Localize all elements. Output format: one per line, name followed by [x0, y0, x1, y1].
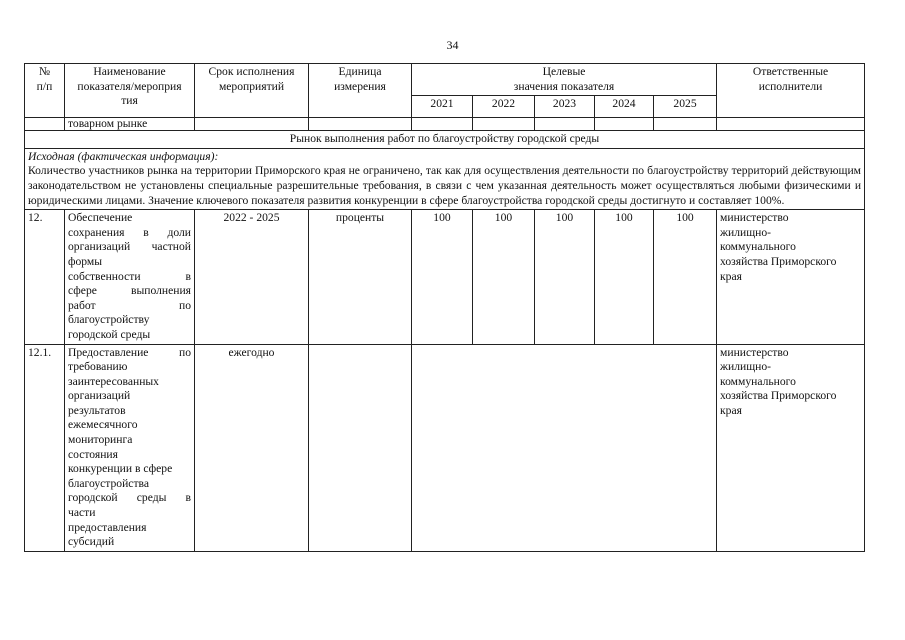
continuation-row	[25, 118, 865, 131]
indicators-table	[24, 63, 865, 552]
header-unit: Единица измерения	[309, 64, 412, 118]
section-note-row	[25, 148, 865, 209]
continuation-value	[654, 118, 717, 131]
row-values-merged	[412, 344, 717, 551]
continuation-unit	[309, 118, 412, 131]
continuation-value	[595, 118, 654, 131]
header-responsible: Ответственные исполнители	[717, 64, 865, 118]
row-term: ежегодно	[195, 344, 309, 551]
row-responsible: министерство жилищно- коммунального хозяйства Приморского края	[717, 210, 865, 344]
row-name: Обеспечение сохранения в доли организаций частной формы собственности в сфере выполнения работ по благоустройству городской среды	[65, 210, 195, 344]
row-value-2025: 100	[654, 210, 717, 344]
row-responsible: министерство жилищно- коммунального хозяйства Приморского края	[717, 344, 865, 551]
continuation-term	[195, 118, 309, 131]
year-cell: 2023	[535, 96, 595, 118]
section-note	[25, 148, 865, 209]
row-unit	[309, 344, 412, 551]
header-row	[25, 64, 865, 96]
row-number: 12.	[25, 210, 65, 344]
row-value-2023: 100	[535, 210, 595, 344]
continuation-value	[473, 118, 535, 131]
note-text: Количество участников рынка на территории Приморского края не ограничено, так как для осуществления деятельности по благоустройству территорий действующим законодательством не установлены специальные разрешительные требования, в связи с чем указанная деятельность может осуществляться любыми физическими и юридическими лицами. Значение ключевого показателя развития конкуренции в сфере благоустройства городской среды достигнуто и составляет 100%.	[28, 164, 862, 207]
year-cell: 2022	[473, 96, 535, 118]
row-value-2022: 100	[473, 210, 535, 344]
year-cell: 2025	[654, 96, 717, 118]
continuation-name: товарном рынке	[65, 118, 195, 131]
header-number: № п/п	[25, 64, 65, 118]
note-title: Исходная (фактическая информация):	[28, 149, 219, 163]
row-number: 12.1.	[25, 344, 65, 551]
section-title-row	[25, 131, 865, 149]
continuation-number	[25, 118, 65, 131]
section-title: Рынок выполнения работ по благоустройству городской среды	[25, 131, 865, 149]
row-unit: проценты	[309, 210, 412, 344]
row-name: Предоставление по требованию заинтересованных организаций результатов ежемесячного мониторинга состояния конкуренции в сфере благоустройства городской среды в части предоставления субсидий	[65, 344, 195, 551]
table-row	[25, 344, 865, 551]
row-value-2021: 100	[412, 210, 473, 344]
year-cell: 2024	[595, 96, 654, 118]
header-targets: Целевые значения показателя	[412, 64, 717, 96]
continuation-value	[535, 118, 595, 131]
continuation-value	[412, 118, 473, 131]
table-row	[25, 210, 865, 344]
row-term: 2022 - 2025	[195, 210, 309, 344]
header-name: Наименование показателя/мероприя тия	[65, 64, 195, 118]
row-value-2024: 100	[595, 210, 654, 344]
page-number: 34	[446, 38, 459, 52]
year-cell: 2021	[412, 96, 473, 118]
continuation-responsible	[717, 118, 865, 131]
header-term: Срок исполнения мероприятий	[195, 64, 309, 118]
